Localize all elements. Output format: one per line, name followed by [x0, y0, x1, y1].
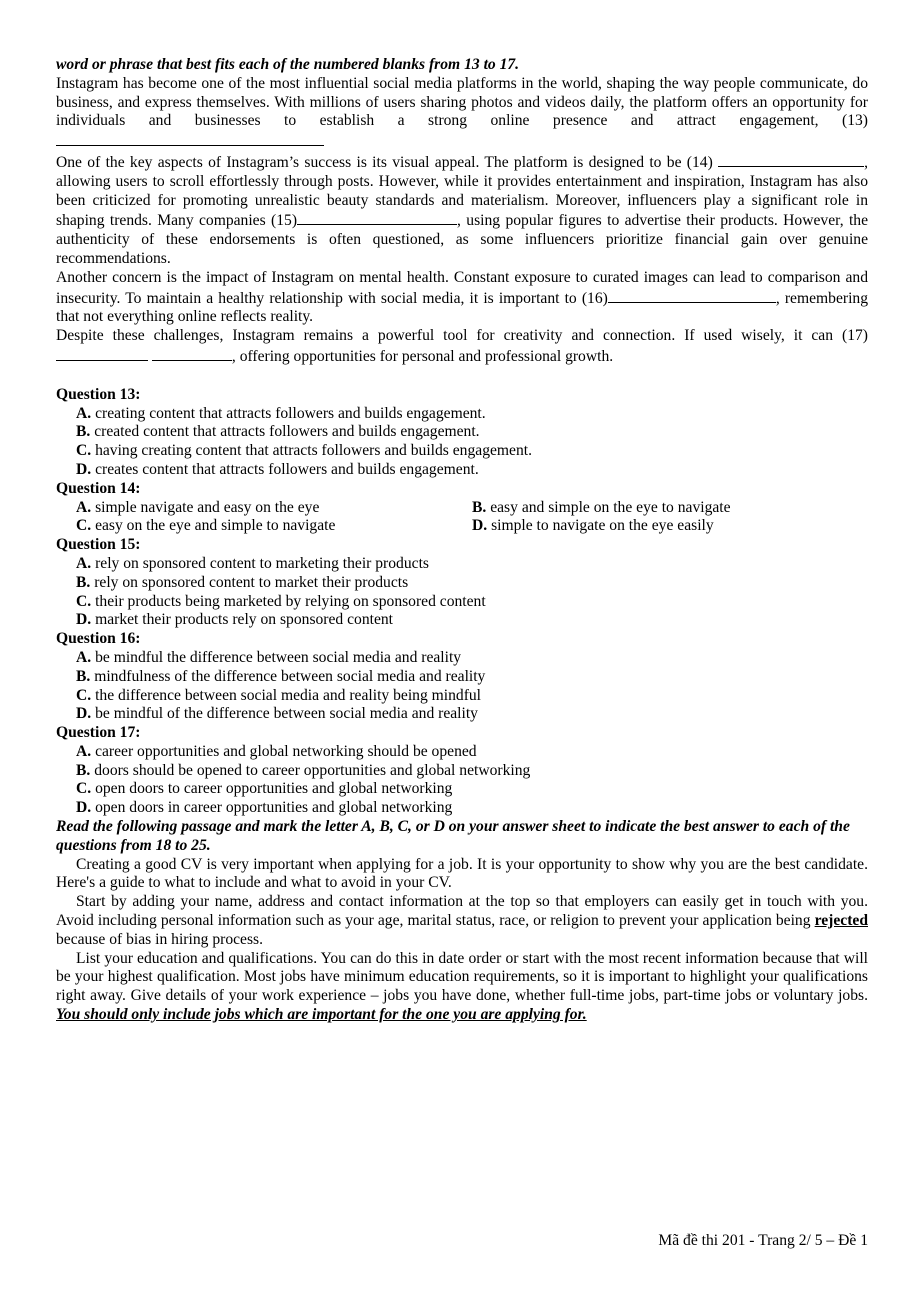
- option-c[interactable]: C. having creating content that attracts followers and builds engagement.: [76, 442, 532, 460]
- question-16: [56, 630, 868, 724]
- cv-paragraph-1: Creating a good CV is very important when applying for a job. It is your opportunity to show why you are the best candidate. Here's a guide to what to include and what to avoid in your CV.: [56, 855, 868, 892]
- question-title: Question 15:: [56, 536, 141, 554]
- passage-paragraph-1: Instagram has become one of the most influential social media platforms in the world, shaping the way people communicate, do business, and express themselves. With millions of users sharing photos and videos daily, the platform offers an opportunity for individuals and businesses to establish a strong online presence and attract engagement, (13): [56, 75, 868, 152]
- blank-17a: [56, 346, 148, 361]
- page-footer: Mã đề thi 201 - Trang 2/ 5 – Đề 1: [658, 1232, 868, 1249]
- cv-paragraph-2: Start by adding your name, address and contact information at the top so that employers can easily get in touch with you. Avoid including personal information such as your age, marital status, race, or religion to prevent your application being rejected because of bias in hiring process.: [56, 893, 868, 948]
- option-c[interactable]: C. easy on the eye and simple to navigate: [76, 517, 336, 535]
- option-a[interactable]: A. career opportunities and global networking should be opened: [76, 742, 477, 760]
- question-title: Question 17:: [56, 724, 141, 742]
- question-14: [56, 480, 868, 536]
- blank-14: [718, 152, 864, 167]
- option-d[interactable]: D. market their products rely on sponsored content: [76, 611, 394, 629]
- option-c[interactable]: C. open doors to career opportunities and global networking: [76, 780, 453, 798]
- passage-paragraph-4: Despite these challenges, Instagram remains a powerful tool for creativity and connection. If used wisely, it can (17) , offering opportunities for personal and professional growth.: [56, 327, 868, 365]
- option-d[interactable]: D. simple to navigate on the eye easily: [472, 517, 714, 535]
- passage-paragraph-2: One of the key aspects of Instagram’s success is its visual appeal. The platform is designed to be (14) , allowing users to scroll effortlessly through posts. However, while it provides entertainment and inspiration, Instagram has also been criticized for promoting unrealistic beauty standards and materialism. Moreover, influencers play a significant role in shaping trends. Many companies (15) , using popular figures to advertise their products. However, the authenticity of these endorsements is often questioned, as some influencers prioritize financial gain over genuine recommendations.: [56, 153, 869, 267]
- question-title: Question 16:: [56, 630, 141, 648]
- question-13: [56, 386, 868, 480]
- option-c[interactable]: C. the difference between social media and reality being mindful: [76, 686, 482, 704]
- question-17: [56, 724, 868, 818]
- blank-17b: [152, 346, 232, 361]
- option-b[interactable]: B. easy and simple on the eye to navigate: [472, 498, 731, 516]
- question-15: [56, 536, 868, 630]
- blank-15: [297, 210, 457, 225]
- option-d[interactable]: D. open doors in career opportunities and global networking: [76, 799, 453, 817]
- option-b[interactable]: B. doors should be opened to career opportunities and global networking: [76, 761, 531, 779]
- question-title: Question 13:: [56, 385, 141, 403]
- blank-13: [56, 131, 324, 146]
- highlighted-word-rejected: rejected: [814, 912, 868, 930]
- highlighted-sentence: You should only include jobs which are important for the one you are applying for.: [56, 1006, 587, 1024]
- option-a[interactable]: A. simple navigate and easy on the eye: [76, 498, 320, 516]
- passage-paragraph-3: Another concern is the impact of Instagram on mental health. Constant exposure to curated images can lead to comparison and insecurity. To maintain a healthy relationship with social media, it is important to (16) , remembering that not everything online reflects reality.: [56, 268, 868, 326]
- option-a[interactable]: A. rely on sponsored content to marketing their products: [76, 554, 429, 572]
- blank-16: [608, 288, 776, 303]
- page-content: [56, 56, 868, 1025]
- instruction-blanks: word or phrase that best fits each of the numbered blanks from 13 to 17.: [56, 56, 520, 73]
- option-d[interactable]: D. creates content that attracts followers and builds engagement.: [76, 460, 479, 478]
- option-b[interactable]: B. rely on sponsored content to market their products: [76, 573, 409, 591]
- option-c[interactable]: C. their products being marketed by relying on sponsored content: [76, 592, 486, 610]
- option-a[interactable]: A. be mindful the difference between social media and reality: [76, 648, 462, 666]
- option-a[interactable]: A. creating content that attracts followers and builds engagement.: [76, 404, 486, 422]
- cv-paragraph-3: List your education and qualifications. You can do this in date order or start with the most recent information because that will be your highest qualification. Most jobs have minimum education requirements, so it is important to highlight your qualifications right away. Give details of your work experience – jobs you have done, whether full-time jobs, part-time jobs or voluntary jobs. You should only include jobs which are important for the one you are applying for.: [56, 949, 868, 1024]
- question-title: Question 14:: [56, 479, 141, 497]
- option-b[interactable]: B. mindfulness of the difference between social media and reality: [76, 667, 486, 685]
- option-b[interactable]: B. created content that attracts followers and builds engagement.: [76, 423, 480, 441]
- instruction-reading: Read the following passage and mark the letter A, B, C, or D on your answer sheet to indicate the best answer to each of the questions from 18 to 25.: [56, 818, 850, 854]
- option-d[interactable]: D. be mindful of the difference between social media and reality: [76, 705, 478, 723]
